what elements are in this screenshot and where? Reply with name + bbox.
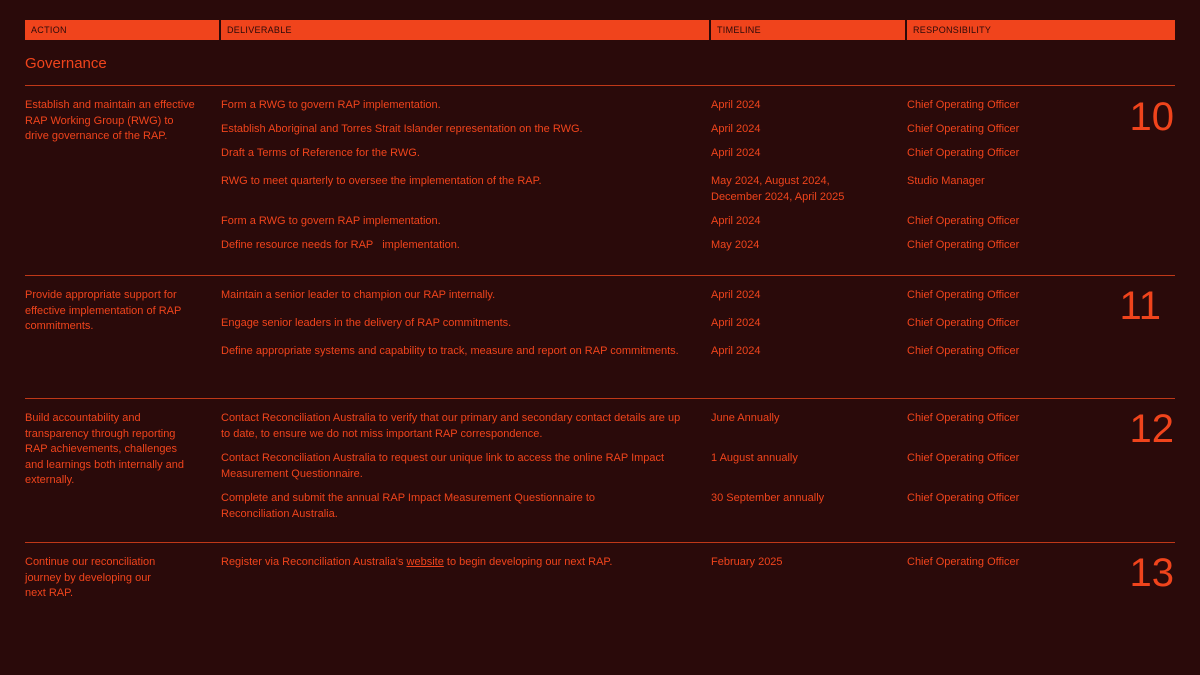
timeline: April 2024 (711, 123, 761, 135)
header-deliverable: DELIVERABLE (221, 20, 709, 40)
deliverable: RWG to meet quarterly to oversee the implementation of the RAP. (221, 175, 542, 187)
website-link[interactable]: website (406, 556, 444, 568)
divider (25, 85, 1175, 86)
responsibility: Chief Operating Officer (907, 289, 1020, 301)
action-number: 10 (1129, 95, 1174, 139)
responsibility: Chief Operating Officer (907, 239, 1020, 251)
deliverable-text: Register via Reconciliation Australia's (221, 556, 407, 568)
deliverable: Establish Aboriginal and Torres Strait Islander representation on the RWG. (221, 123, 583, 135)
timeline: April 2024 (711, 289, 761, 301)
deliverable: Contact Reconciliation Australia to request our unique link to access the online RAP Impact Measurement Questionnaire. (221, 452, 665, 480)
timeline: April 2024 (711, 317, 761, 329)
timeline: May 2024, August 2024, December 2024, April 2025 (711, 175, 845, 203)
header-responsibility: RESPONSIBILITY (907, 20, 1175, 40)
action-number: 13 (1129, 551, 1174, 595)
deliverable-text: to begin developing our next RAP. (443, 556, 613, 568)
timeline: 30 September annually (711, 492, 825, 504)
timeline: April 2024 (711, 345, 761, 357)
divider (25, 542, 1175, 543)
deliverable: Draft a Terms of Reference for the RWG. (221, 147, 420, 159)
responsibility: Chief Operating Officer (907, 345, 1020, 357)
responsibility: Chief Operating Officer (907, 452, 1020, 464)
deliverable: Form a RWG to govern RAP implementation. (221, 99, 441, 111)
responsibility: Chief Operating Officer (907, 556, 1020, 568)
deliverable: Complete and submit the annual RAP Impact Measurement Questionnaire to Reconciliation Australia. (221, 492, 595, 520)
responsibility: Chief Operating Officer (907, 99, 1020, 111)
header-timeline: TIMELINE (711, 20, 905, 40)
responsibility: Chief Operating Officer (907, 317, 1020, 329)
action-text: Provide appropriate support for effective implementation of RAP commitments. (25, 289, 182, 332)
action-text: Establish and maintain an effective RAP Working Group (RWG) to drive governance of the RAP. (25, 99, 195, 142)
action-number: 12 (1129, 407, 1174, 451)
table-header (25, 20, 1175, 40)
timeline: 1 August annually (711, 452, 798, 464)
action-text: Continue our reconciliation journey by developing our next RAP. (25, 556, 156, 599)
section-title: Governance (25, 55, 107, 72)
responsibility: Chief Operating Officer (907, 215, 1020, 227)
divider (25, 275, 1175, 276)
timeline: April 2024 (711, 215, 761, 227)
responsibility: Chief Operating Officer (907, 492, 1020, 504)
timeline: May 2024 (711, 239, 760, 251)
timeline: April 2024 (711, 99, 761, 111)
responsibility: Chief Operating Officer (907, 123, 1020, 135)
responsibility: Chief Operating Officer (907, 147, 1020, 159)
deliverable: Form a RWG to govern RAP implementation. (221, 215, 441, 227)
deliverable: Define resource needs for RAP implementation. (221, 239, 460, 251)
deliverable (221, 555, 701, 571)
timeline: June Annually (711, 412, 780, 424)
deliverable: Contact Reconciliation Australia to verify that our primary and secondary contact details are up to date, to ensure we do not miss important RAP correspondence. (221, 412, 681, 440)
header-action: ACTION (25, 20, 219, 40)
deliverable: Maintain a senior leader to champion our RAP internally. (221, 289, 496, 301)
divider (25, 398, 1175, 399)
action-text: Build accountability and transparency through reporting RAP achievements, challenges and learnings both internally and externally. (25, 412, 185, 486)
timeline: April 2024 (711, 147, 761, 159)
action-number: 11 (1119, 284, 1161, 328)
deliverable: Define appropriate systems and capability to track, measure and report on RAP commitments. (221, 345, 679, 357)
responsibility: Chief Operating Officer (907, 412, 1020, 424)
deliverable: Engage senior leaders in the delivery of RAP commitments. (221, 317, 512, 329)
timeline: February 2025 (711, 556, 783, 568)
responsibility: Studio Manager (907, 175, 985, 187)
